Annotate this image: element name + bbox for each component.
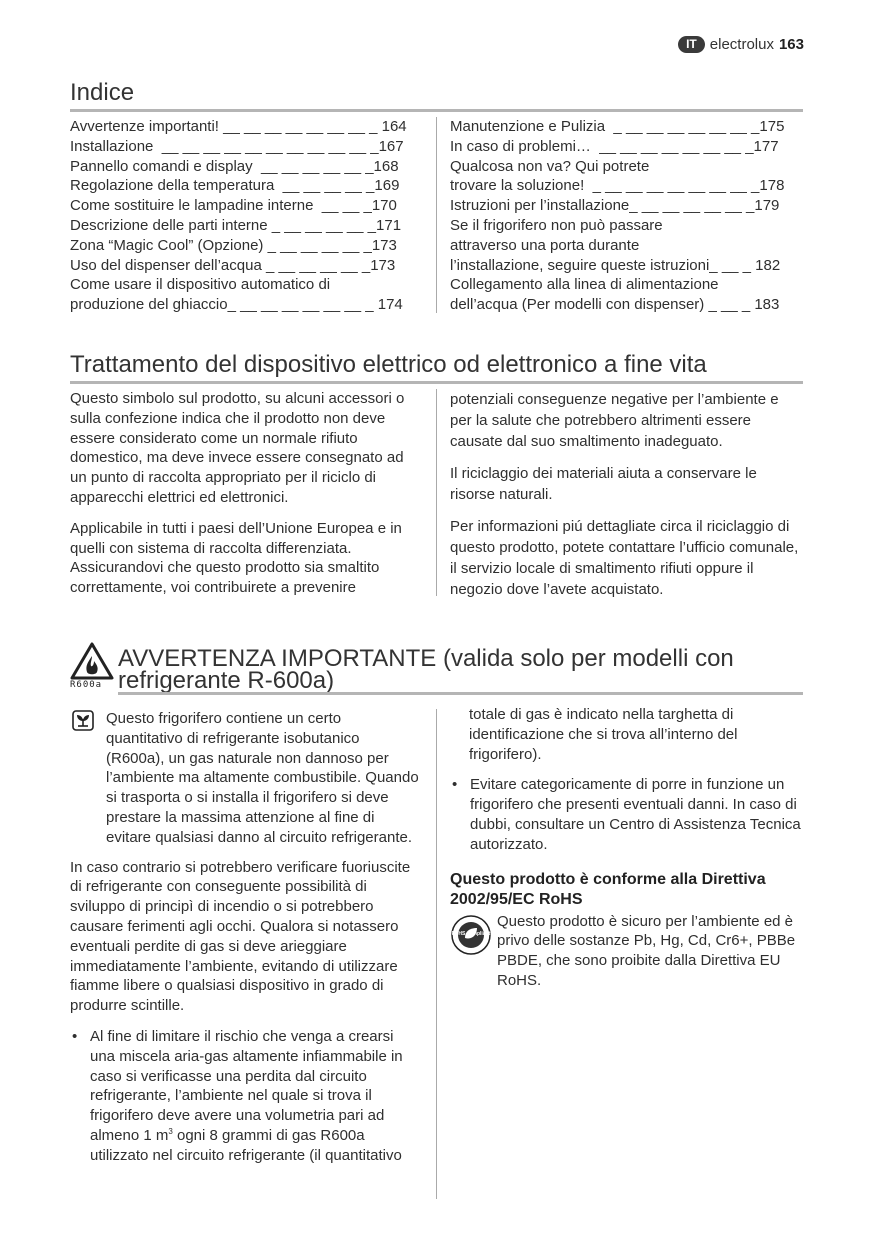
toc-entry[interactable]: trovare la soluzione! _ __ __ __ __ __ __ __ _178 [450,177,785,195]
toc-entry[interactable]: Installazione __ __ __ __ __ __ __ __ __ __ _167 [70,137,404,155]
warning-title [118,645,734,694]
column-divider [436,709,437,1199]
language-badge: IT [678,36,705,53]
warning-title-rule [118,692,803,695]
warning-title-line: AVVERTENZA IMPORTANTE (valida solo per modelli con [118,645,734,672]
brand-name: electrolux [709,36,774,53]
bullet-dot: • [72,1027,78,1045]
rohs-heading: Questo prodotto è conforme alla Direttiva 2002/95/EC RoHS [450,870,766,908]
page-header [678,36,804,53]
toc-entry[interactable]: Pannello comandi e display __ __ __ __ __ _168 [70,157,399,175]
disposal-paragraph: Il riciclaggio dei materiali aiuta a conservare le risorse naturali. [450,465,757,503]
warning-right-column [450,705,802,991]
warning-left-column [70,709,422,1166]
warning-bullet [70,1027,422,1166]
disposal-left-column [70,389,422,609]
column-divider [436,389,437,596]
disposal-paragraph: Questo simbolo sul prodotto, su alcuni accessori o sulla confezione indica che il prodotto non deve essere considerato come un normale rifiuto domestico, ma deve invece essere consegnato ad un punto di raccolta appropriato per il riciclo di apparecchi elettrici ed elettronici. [70,390,405,506]
toc-entry[interactable]: dell’acqua (Per modelli con dispenser) _ __ _ 183 [450,296,780,314]
warning-bullet [450,775,802,854]
toc-entry[interactable]: Istruzioni per l’installazione_ __ __ __ __ __ _179 [450,197,780,215]
disposal-right-column [450,389,802,611]
rohs-text: Questo prodotto è sicuro per l’ambiente ed è privo delle sostanze Pb, Hg, Cd, Cr6+, PBBe PBDE, che sono proibite dalla Direttiva EU RoHS. [497,912,796,989]
flammable-icon-label: R600a [70,680,103,690]
toc-entry[interactable]: Uso del dispenser dell’acqua _ __ __ __ __ _173 [70,256,396,274]
disposal-title: Trattamento del dispositivo elettrico od elettronico a fine vita [70,352,803,384]
disposal-paragraph: Per informazioni piú dettagliate circa il riciclaggio di questo prodotto, potete contattare l’ufficio comunale, il servizio locale di smaltimento rifiuti oppure il negozio dove l’avete acquistato. [450,518,799,598]
rohs-badge-text: RoHS compliant [451,930,491,937]
column-divider [436,117,437,313]
rohs-compliant-icon [450,914,492,956]
toc-entry[interactable]: Avvertenze importanti! __ __ __ __ __ __ __ _ 164 [70,118,407,135]
toc-entry[interactable]: Manutenzione e Pulizia _ __ __ __ __ __ __ _175 [450,118,785,135]
rohs-block [450,912,802,991]
warning-intro: Questo frigorifero contiene un certo quantitativo di refrigerante isobutanico (R600a), un gas naturale non dannoso per l’ambiente ma altamente combustibile. Quando si trasporta o si installa il frigorifero si deve prestare la massima attenzione al fine di evitare qualsiasi danno al circuito refrigerante. [106,710,419,846]
disposal-paragraph: potenziali conseguenze negative per l’ambiente e per la salute che potrebbero altrimenti essere causate dal suo smaltimento inadeguato. [450,391,779,450]
bullet-text: Evitare categoricamente di porre in funzione un frigorifero che presenti eventuali danni. In caso di dubbi, consultare un Centro di Assistenza Tecnica autorizzato. [470,776,801,853]
disposal-paragraph: Applicabile in tutti i paesi dell’Unione Europea e in quelli con sistema di raccolta differenziata. Assicurandovi che questo prodotto sia smaltito correttamente, voi contribuirete a prevenire [70,519,402,597]
warning-bullet-continued: totale di gas è indicato nella targhetta di identificazione che si trova all’interno del frigorifero). [469,706,738,763]
toc-entry[interactable]: Collegamento alla linea di alimentazione [450,276,719,294]
toc-left-column [70,117,422,315]
toc-entry[interactable]: Se il frigorifero non può passare [450,216,663,234]
toc-entry[interactable]: attraverso una porta durante [450,236,640,254]
flammable-warning-icon [70,642,118,692]
toc-entry[interactable]: produzione del ghiaccio_ __ __ __ __ __ __ _ 174 [70,296,403,314]
toc-entry[interactable]: Zona “Magic Cool” (Opzione) _ __ __ __ __ _173 [70,236,397,254]
toc-entry[interactable]: l’installazione, seguire queste istruzioni_ __ _ 182 [450,256,781,274]
bullet-dot: • [452,776,458,794]
toc-entry[interactable]: Regolazione della temperatura __ __ __ __ _169 [70,177,400,195]
toc-entry[interactable]: Come sostituire le lampadine interne __ __ _170 [70,197,397,215]
toc-entry[interactable]: Qualcosa non va? Qui potrete [450,157,650,175]
toc-right-column [450,117,802,315]
warning-title-line: refrigerante R-600a) [118,667,335,694]
bullet-text: Al fine di limitare il rischio che venga a crearsi una miscela aria-gas altamente infiammabile in caso si verificasse una perdita dal circuito refrigerante, l’ambiente nel quale si trova il frigorifero deve avere una volumetria pari ad almeno 1 $m^3$ ogni 8 grammi di gas R600a utilizzato nel circuito refrigerante (il quantitativo [90,1027,403,1164]
toc-entry[interactable]: Descrizione delle parti interne _ __ __ __ __ _171 [70,216,402,234]
toc-entry[interactable]: In caso di problemi… __ __ __ __ __ __ __ _177 [450,137,779,155]
warning-paragraph: In caso contrario si potrebbero verificare fuoriuscite di refrigerante con conseguente possibilità di sviluppo di principì di incendio o si potrebbero causare ferimenti agli occhi. Qualora si notassero eventuali perdite di gas si deve arieggiare immediatamente l’ambiente, evitando di utilizzare fiamme libere o qualsiasi dispositivo in grado di produrre scintille. [70,858,411,1015]
toc-entry[interactable]: Come usare il dispositivo automatico di [70,276,331,294]
eco-leaf-icon [72,710,94,731]
toc-title: Indice [70,80,803,112]
page-number: 163 [778,36,804,53]
